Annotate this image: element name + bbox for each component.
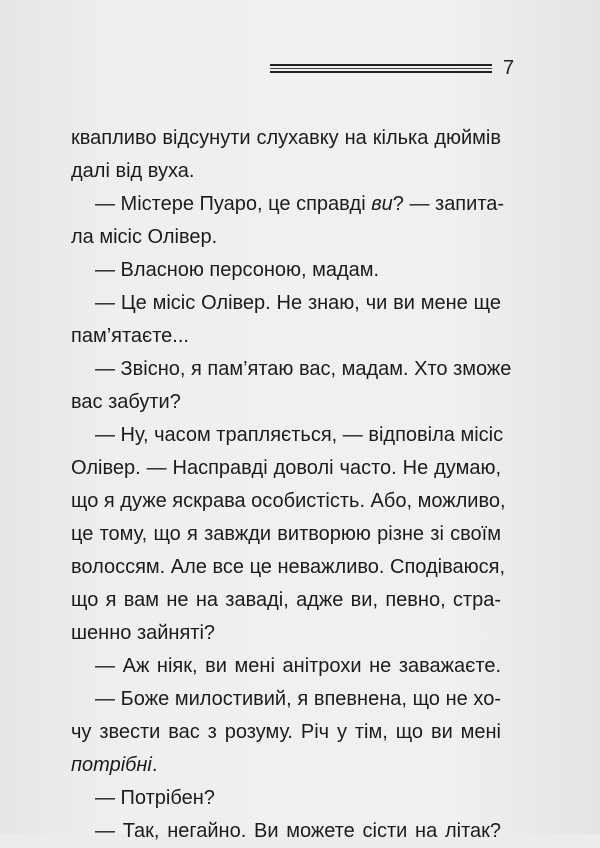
text-line [71, 188, 505, 221]
text-line: — Це місіс Олівер. Не знаю, чи ви мене ще [95, 292, 501, 314]
text-fragment: ? — запита- [392, 193, 505, 215]
text-line [71, 749, 501, 782]
text-line: ла місіс Олівер. [71, 226, 218, 248]
text-line: що я дуже яскрава особистість. Або, можливо, [71, 490, 506, 512]
text-line: чу звести вас з розуму. Річ у тім, що ви мені [71, 721, 501, 743]
text-line: — Так, негайно. Ви можете сісти на літак? [95, 820, 501, 842]
text-line: — Ну, часом трапляється, — відповіла місіс [95, 424, 504, 446]
text-line: що я вам не на заваді, адже ви, певно, стра- [71, 589, 501, 611]
text-line: — Звісно, я пам’ятаю вас, мадам. Хто зможе [95, 358, 512, 380]
text-line: шенно зайняті? [71, 622, 216, 644]
page-number: 7 [503, 57, 515, 79]
text-line: волоссям. Але все це неважливо. Сподіваюся, [71, 556, 506, 578]
text-line: пам’ятаєте... [71, 325, 189, 347]
text-line: вас забути? [71, 391, 181, 413]
header-rule [270, 64, 492, 74]
text-line: Олівер. — Насправді доволі часто. Не думаю, [71, 457, 501, 479]
text-fragment: — Містере Пуаро, це справді [95, 193, 372, 215]
text-fragment: . [151, 754, 158, 776]
text-line: — Аж ніяк, ви мені анітрохи не заважаєте. [95, 655, 501, 677]
text-line: — Боже милостивий, я впевнена, що не хо- [95, 688, 501, 710]
italic-fragment: ви [371, 193, 393, 215]
header-rule-line [270, 68, 492, 69]
header-rule-line [270, 71, 492, 73]
italic-fragment: потрібні [71, 754, 152, 776]
text-line: далі від вуха. [71, 160, 195, 182]
header-rule-line [270, 64, 492, 66]
text-line: — Власною персоною, мадам. [95, 259, 380, 281]
text-line: — Потрібен? [95, 787, 215, 809]
text-line: це тому, що я завжди витворюю різне зі своїм [71, 523, 501, 545]
text-line: квапливо відсунути слухавку на кілька дюймів [71, 127, 501, 149]
body-text [71, 122, 512, 848]
